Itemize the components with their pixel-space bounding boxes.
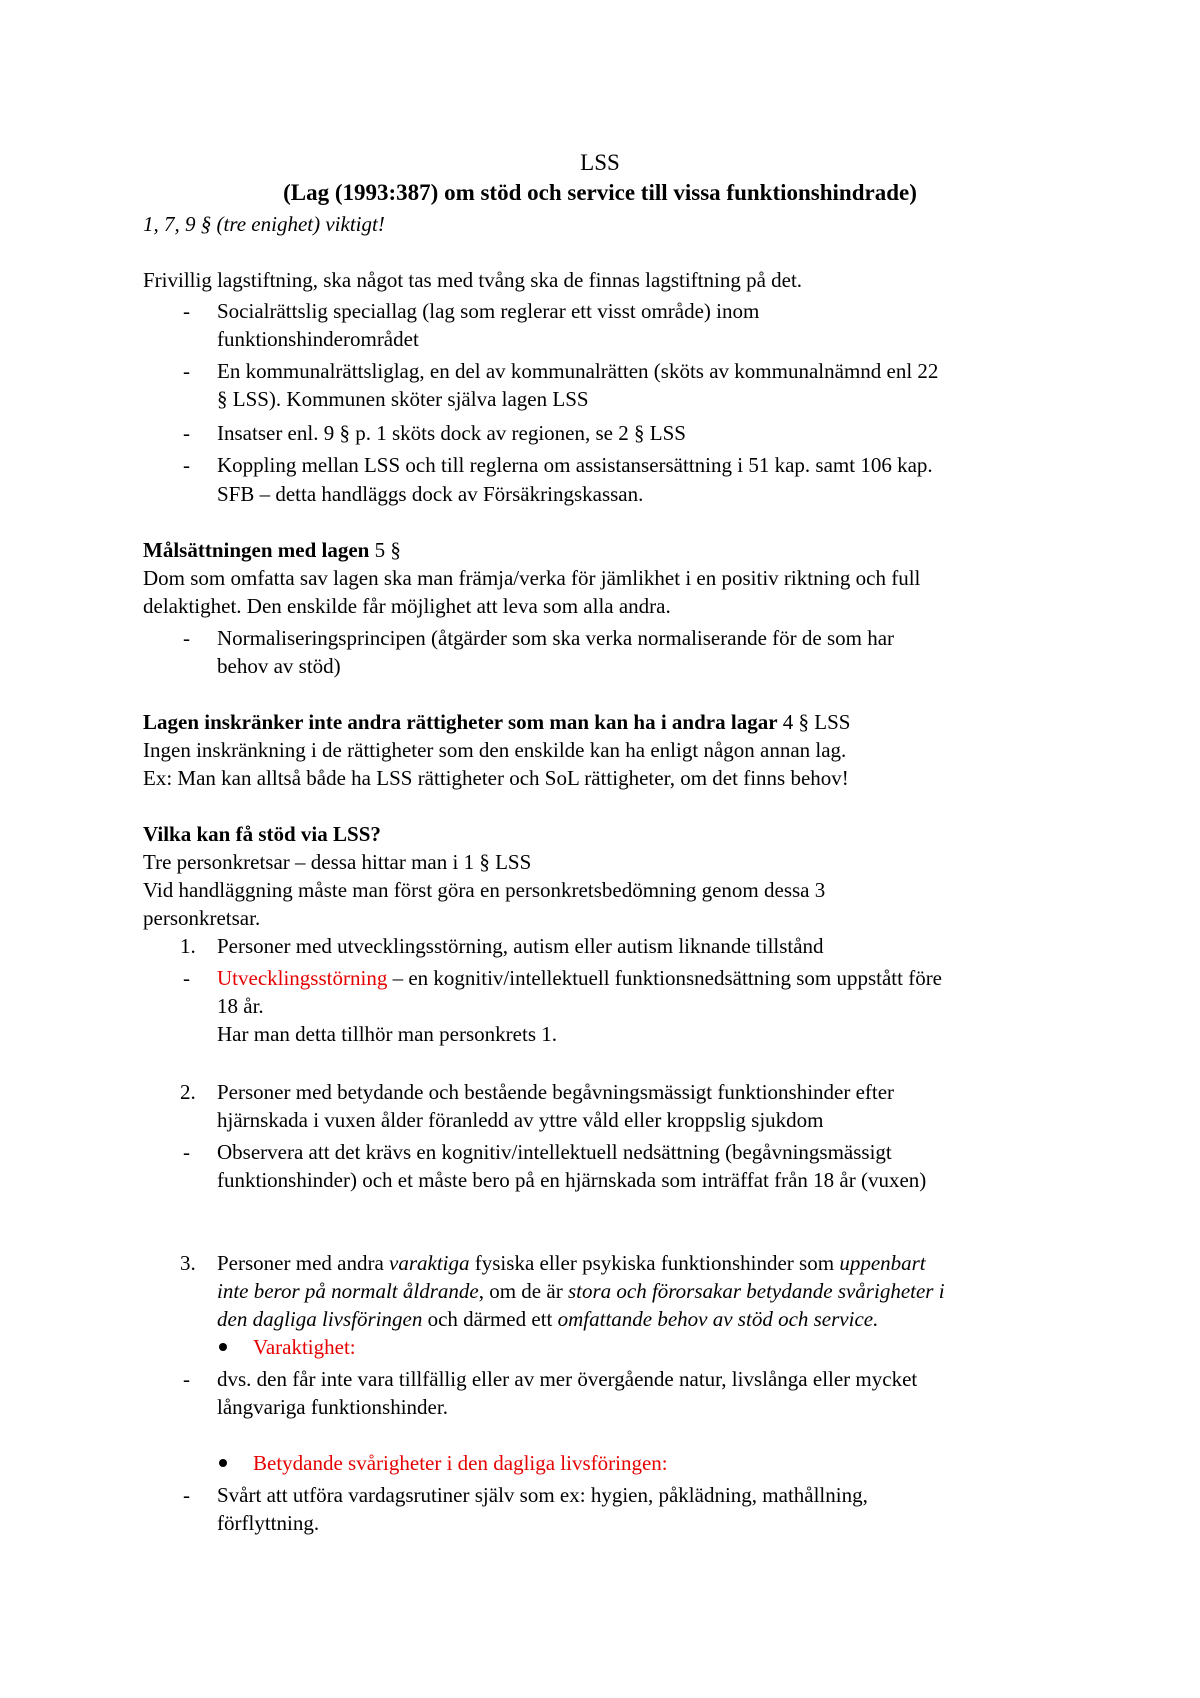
- dash-marker: -: [183, 299, 190, 323]
- list-item: Normaliseringsprincipen (åtgärder som ska verka normaliserande för de som har: [217, 626, 895, 650]
- emphasis-run: uppenbart: [839, 1251, 926, 1275]
- list-item: förflyttning.: [217, 1511, 320, 1535]
- list-item: långvariga funktionshinder.: [217, 1395, 448, 1419]
- paragraph-line: Tre personkretsar – dessa hittar man i 1 § LSS: [143, 850, 532, 874]
- emphasis-run: omfattande behov av stöd och service: [557, 1307, 874, 1331]
- list-item: [217, 964, 942, 992]
- section-heading-rights: [143, 708, 850, 736]
- list-item: Personer med utvecklingsstörning, autism eller autism liknande tillstånd: [217, 934, 824, 958]
- intro-paragraph: Frivillig lagstiftning, ska något tas med tvång ska de finnas lagstiftning på det.: [143, 268, 803, 292]
- sub-heading-red: Varaktighet:: [253, 1335, 356, 1359]
- emphasis-run: varaktiga: [389, 1251, 470, 1275]
- list-item: Socialrättslig speciallag (lag som reglerar ett visst område) inom: [217, 299, 760, 323]
- term-definition: – en kognitiv/intellektuell funktionsnedsättning som uppstått före: [387, 966, 943, 990]
- list-item: Insatser enl. 9 § p. 1 sköts dock av regionen, se 2 § LSS: [217, 421, 686, 445]
- document-title: LSS: [580, 150, 620, 175]
- section-heading-goal: [143, 536, 401, 564]
- list-item: funktionshinder) och et måste bero på en hjärnskada som inträffat från 18 år (vuxen): [217, 1168, 927, 1192]
- paragraph-line: Ingen inskränkning i de rättigheter som den enskilde kan ha enligt någon annan lag.: [143, 738, 847, 762]
- law-reference: 4 § LSS: [777, 710, 851, 734]
- emphasis-run: .: [873, 1307, 879, 1331]
- bullet-dot-icon: [219, 1343, 227, 1351]
- emphasis-run: den dagliga livsföringen: [217, 1307, 423, 1331]
- list-number: 2.: [180, 1080, 196, 1104]
- dash-marker: -: [183, 453, 190, 477]
- document-subtitle: (Lag (1993:387) om stöd och service till vissa funktionshindrade): [283, 180, 917, 205]
- emphasis-run: stora och förorsakar betydande svårigheter i: [567, 1279, 945, 1303]
- bullet-dot-icon: [219, 1459, 227, 1467]
- list-item: [217, 1249, 926, 1277]
- list-item: [217, 1305, 878, 1333]
- text-run: fysiska eller psykiska funktionshinder som: [469, 1251, 840, 1275]
- dash-marker: -: [183, 1140, 190, 1164]
- dash-marker: -: [183, 966, 190, 990]
- section-heading-who: Vilka kan få stöd via LSS?: [143, 822, 381, 846]
- list-item: behov av stöd): [217, 654, 341, 678]
- list-item: Har man detta tillhör man personkrets 1.: [217, 1022, 557, 1046]
- list-item: funktionshinderområdet: [217, 327, 419, 351]
- list-item: Observera att det krävs en kognitiv/intellektuell nedsättning (begåvningsmässigt: [217, 1140, 892, 1164]
- dash-marker: -: [183, 1367, 190, 1391]
- dash-marker: -: [183, 421, 190, 445]
- dash-marker: -: [183, 1483, 190, 1507]
- list-item: Svårt att utföra vardagsrutiner själv som ex: hygien, påklädning, mathållning,: [217, 1483, 868, 1507]
- text-run: och därmed ett: [422, 1307, 558, 1331]
- paragraph-line: Ex: Man kan alltså både ha LSS rättigheter och SoL rättigheter, om det finns behov!: [143, 766, 849, 790]
- emphasis-run: inte beror på normalt åldrande: [217, 1279, 479, 1303]
- list-item: 18 år.: [217, 994, 264, 1018]
- paragraph-line: Dom som omfatta sav lagen ska man främja/verka för jämlikhet i en positiv riktning och full: [143, 566, 921, 590]
- list-item: Personer med betydande och bestående begåvningsmässigt funktionshinder efter: [217, 1080, 895, 1104]
- importance-note: 1, 7, 9 § (tre enighet) viktigt!: [143, 212, 385, 236]
- paragraph-line: delaktighet. Den enskilde får möjlighet att leva som alla andra.: [143, 594, 671, 618]
- dash-marker: -: [183, 359, 190, 383]
- heading-text: Lagen inskränker inte andra rättigheter som man kan ha i andra lagar: [143, 710, 778, 734]
- paragraph-line: Vid handläggning måste man först göra en personkretsbedömning genom dessa 3: [143, 878, 826, 902]
- dash-marker: -: [183, 626, 190, 650]
- text-run: Personer med andra: [217, 1251, 390, 1275]
- list-number: 3.: [180, 1251, 196, 1275]
- paragraph-line: personkretsar.: [143, 906, 261, 930]
- list-item: SFB – detta handläggs dock av Försäkringskassan.: [217, 482, 644, 506]
- heading-text: Målsättningen med lagen: [143, 538, 370, 562]
- text-run: , om de är: [478, 1279, 568, 1303]
- list-item: En kommunalrättsliglag, en del av kommunalrätten (sköts av kommunalnämnd enl 22: [217, 359, 939, 383]
- law-reference: 5 §: [369, 538, 401, 562]
- list-item: Koppling mellan LSS och till reglerna om assistansersättning i 51 kap. samt 106 kap.: [217, 453, 933, 477]
- list-number: 1.: [180, 934, 196, 958]
- sub-heading-red: Betydande svårigheter i den dagliga livsföringen:: [253, 1451, 668, 1475]
- highlighted-term: Utvecklingsstörning: [217, 966, 388, 990]
- list-item: § LSS). Kommunen sköter själva lagen LSS: [217, 387, 589, 411]
- list-item: hjärnskada i vuxen ålder föranledd av yttre våld eller kroppslig sjukdom: [217, 1108, 824, 1132]
- list-item: dvs. den får inte vara tillfällig eller av mer övergående natur, livslånga eller mycket: [217, 1367, 918, 1391]
- list-item: [217, 1277, 945, 1305]
